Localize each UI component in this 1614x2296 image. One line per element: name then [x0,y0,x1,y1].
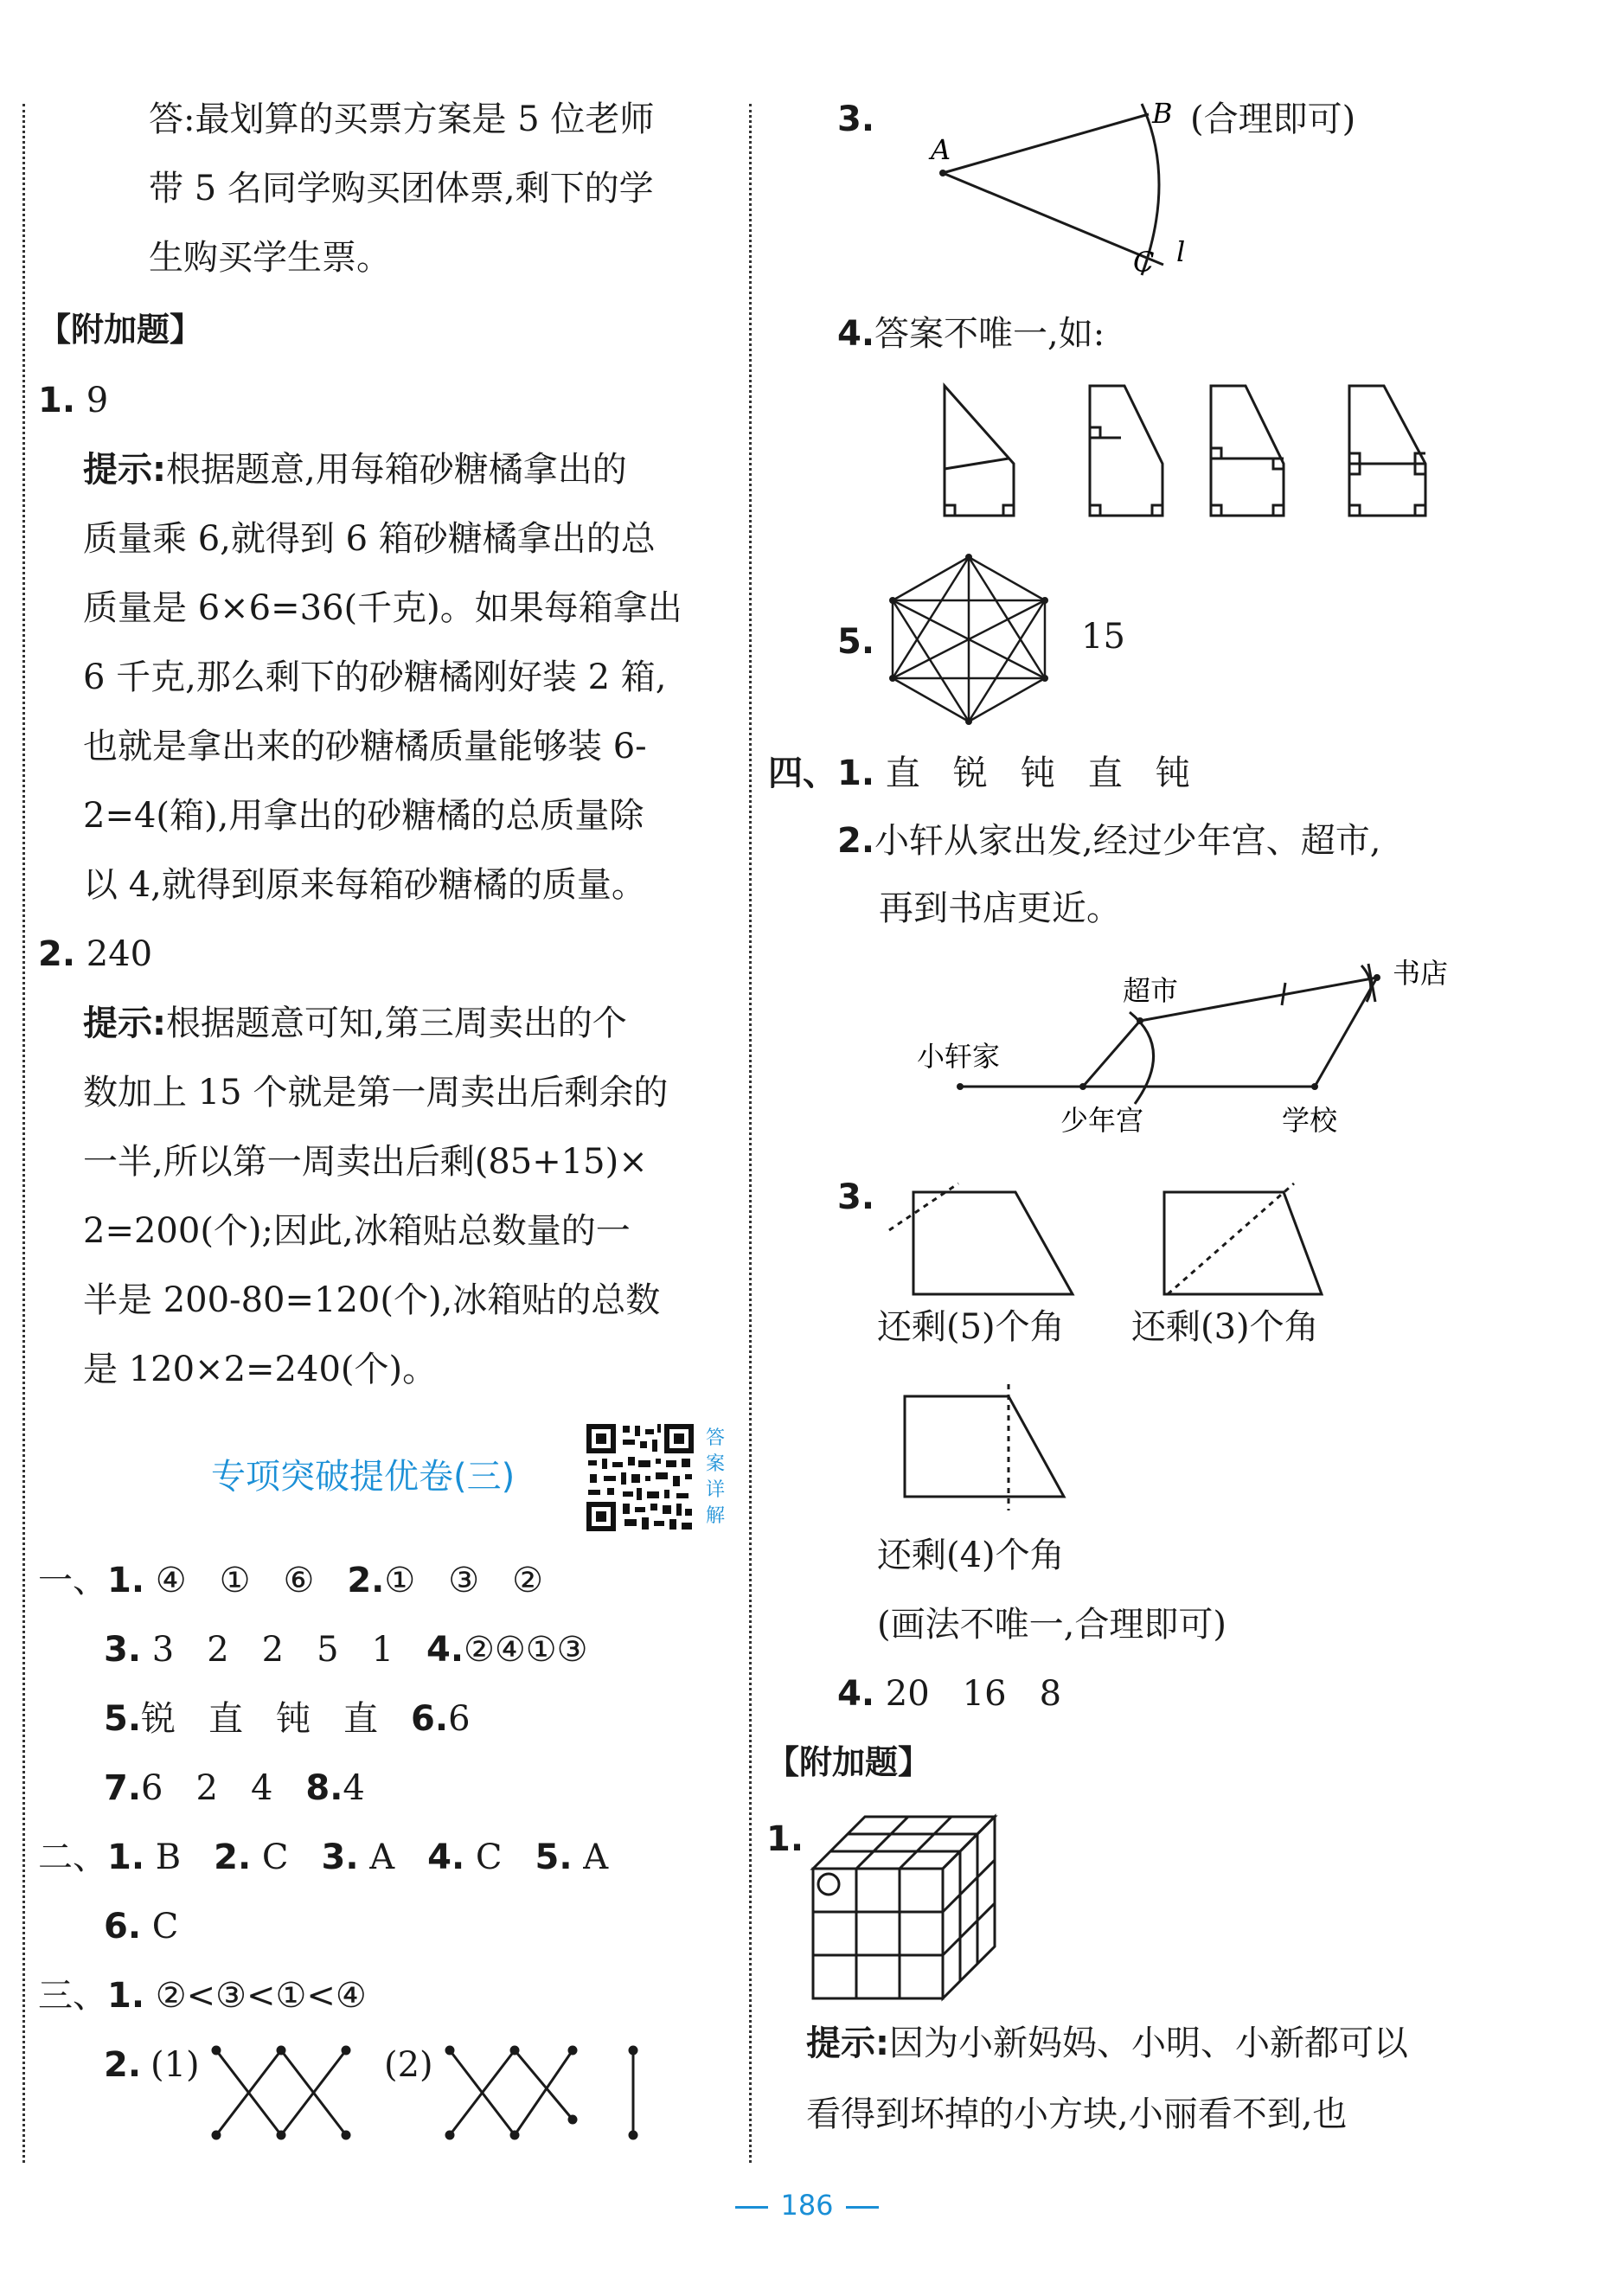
hint-q1-line-7: 以 4,就得到原来每箱砂糖橘的质量。 [83,865,646,905]
bonus-q1 [38,383,108,418]
point-c-label: C [1133,246,1155,279]
point-a-label: A [931,133,951,166]
part1-row-3: 5.锐 直 钝 直 6.6 [104,1699,471,1739]
part3-q1: 三、1. ②<③<①<④ [38,1976,367,2016]
cube-grid-diagram [804,1808,1021,2007]
part-label: 四、 [768,754,837,793]
hint-q2-line-5: 半是 200-80=120(个),冰箱贴的总数 [83,1280,661,1320]
part3-q2-label-1: (1) [151,2045,200,2085]
question-number: 1. [38,381,76,420]
left-margin-rule [22,104,25,2163]
bonus-heading-right: 【附加题】 [766,1743,932,1781]
hint-label: 提示: [83,1004,166,1043]
hint-label: 提示: [806,2023,889,2063]
hint-q2-line-6: 是 120×2=240(个)。 [83,1350,438,1389]
point-b-label: B [1152,97,1173,130]
hint-q1-line-6: 2=4(箱),用拿出的砂糖橘的总质量除 [83,796,644,836]
bonus-r-q1-num: 1. [766,1819,804,1859]
part1-row-4: 7.6 2 4 8.4 [104,1768,365,1808]
answer-line-3: 生购买学生票。 [149,238,391,278]
r-q3-note: (合理即可) [1190,99,1356,139]
r-q3-num: 3. [837,99,875,139]
r-q5-num: 5. [837,622,875,662]
trapezoid-cuts-diagram [917,377,1470,524]
hint-q2-line-4: 2=200(个);因此,冰箱贴总数量的一 [83,1211,631,1251]
qr-label: 答 案 详 解 [705,1427,725,1527]
hint-q1-line-3: 质量是 6×6=36(千克)。如果每箱拿出 [83,588,682,628]
hint-q1-line-5: 也就是拿出来的砂糖橘质量能够装 6- [83,727,647,766]
trapezoid-cut-diagram-1 [882,1177,1367,1315]
part3-q2-label-2: (2) [384,2045,433,2085]
hint-q2-line-3: 一半,所以第一周卖出后剩(85+15)× [83,1142,648,1182]
answer-value: 240 [86,934,153,974]
part2-row-2: 6. C [104,1907,179,1946]
r-q5-answer: 15 [1081,617,1125,657]
part4-q3-result-1: 还剩(5)个角 [877,1307,1065,1347]
map-label-home: 小轩家 [917,1040,1001,1073]
matching-lines-diagram [199,2033,649,2154]
question-number: 2. [38,934,76,974]
answer-line-1: 答:最划算的买票方案是 5 位老师 [149,99,655,139]
hint-q2-line-1: 提示:根据题意可知,第三周卖出的个 [83,1004,627,1043]
hint-q2-line-2: 数加上 15 个就是第一周卖出后剩余的 [83,1073,669,1113]
hint-label: 提示: [83,450,166,490]
bonus-heading-left: 【附加题】 [38,311,203,349]
page-number: 186 [0,2189,1614,2222]
part4-q3-note: (画法不唯一,合理即可) [877,1605,1227,1645]
part-label: 二、 [38,1837,107,1877]
qr-code-icon[interactable] [585,1422,695,1533]
part4-q3-result-2: 还剩(3)个角 [1131,1307,1319,1347]
part4-q2-line-2: 再到书店更近。 [879,888,1121,928]
column-divider [749,104,752,2163]
ray-angle-diagram [917,93,1211,284]
hexagon-diagonals-diagram [874,548,1064,730]
trapezoid-cut-diagram-2 [882,1381,1090,1519]
part3-q2-num: 2. [104,2045,142,2085]
map-label-supermarket: 超市 [1123,974,1179,1007]
part4-q3-result-3: 还剩(4)个角 [877,1536,1065,1575]
hint-q1-line-2: 质量乘 6,就得到 6 箱砂糖橘拿出的总 [83,519,656,559]
part1-row-1: 一、1. ④ ① ⑥ 2.① ③ ② [38,1561,543,1600]
answer-value: 9 [86,381,109,420]
part4-q1: 四、1. 直 锐 钝 直 钝 [768,754,1190,793]
part2-row-1: 二、1. B 2. C 3. A 4. C 5. A [38,1837,609,1877]
part-label: 三、 [38,1976,107,2016]
ray-l-label: l [1176,235,1186,268]
bonus-r-hint-line-1: 提示:因为小新妈妈、小明、小新都可以 [806,2023,1408,2063]
section-title: 专项突破提优卷(三) [211,1457,516,1497]
bonus-r-hint-line-2: 看得到坏掉的小方块,小丽看不到,也 [806,2094,1348,2134]
part4-q4: 4. 20 16 8 [837,1674,1062,1714]
part-label: 一、 [38,1561,107,1600]
answer-line-2: 带 5 名同学购买团体票,剩下的学 [149,169,654,208]
map-label-school: 学校 [1282,1104,1338,1137]
hint-q1-line-1: 提示:根据题意,用每箱砂糖橘拿出的 [83,450,627,490]
hint-q1-line-4: 6 千克,那么剩下的砂糖橘刚好装 2 箱, [83,657,667,697]
bonus-q2 [38,934,153,974]
route-map-diagram [900,952,1470,1142]
part4-q2-line-1: 2.小轩从家出发,经过少年宫、超市, [837,821,1381,861]
map-label-youth-palace: 少年宫 [1060,1104,1144,1137]
part1-row-2: 3. 3 2 2 5 1 4.②④①③ [104,1630,588,1670]
part4-q3-num: 3. [837,1177,875,1217]
map-label-bookstore: 书店 [1393,957,1449,990]
r-q4: 4.答案不唯一,如: [837,314,1105,354]
